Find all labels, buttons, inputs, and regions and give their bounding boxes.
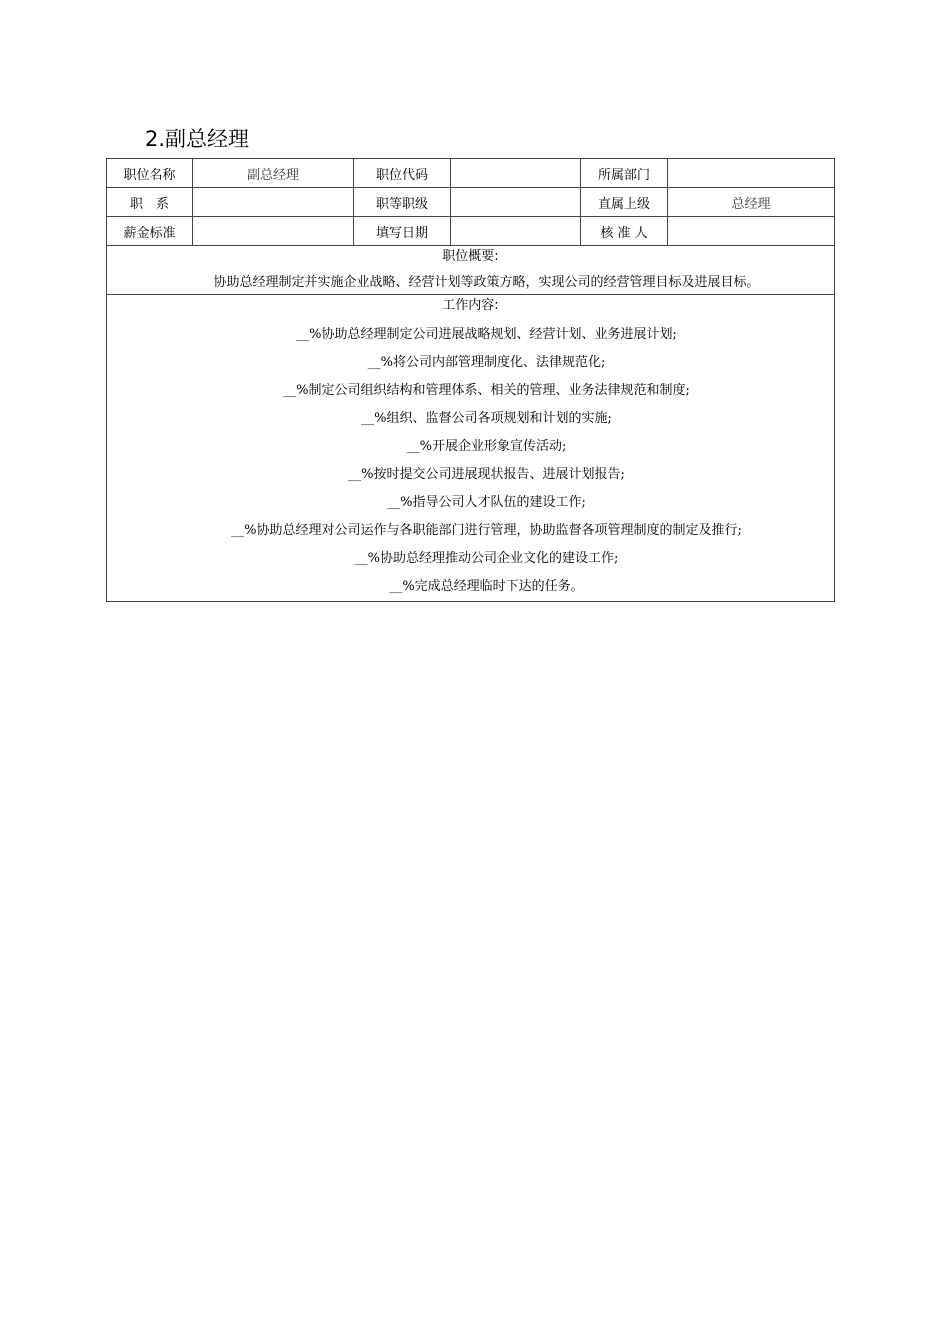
duty-item: __%将公司内部管理制度化、法律规范化; — [367, 355, 606, 370]
summary-row — [107, 246, 835, 295]
label-approver: 核 准 人 — [581, 217, 668, 246]
duty-item: __%协助总经理对公司运作与各职能部门进行管理，协助监督各项管理制度的制定及推行; — [231, 523, 742, 538]
duty-item: __%指导公司人才队伍的建设工作; — [387, 495, 586, 510]
job-description-table — [106, 158, 835, 602]
label-job-family: 职 系 — [107, 188, 193, 217]
duty-item: __%组织、监督公司各项规划和计划的实施; — [361, 411, 612, 426]
section-title: 2.副总经理 — [145, 127, 250, 151]
info-row — [107, 188, 835, 217]
value-fill-date — [451, 217, 581, 246]
value-grade-level — [451, 188, 581, 217]
label-direct-supervisor: 直属上级 — [581, 188, 668, 217]
label-salary-standard: 薪金标准 — [107, 217, 193, 246]
info-row — [107, 159, 835, 188]
summary-heading: 职位概要: — [442, 249, 499, 264]
value-position-code — [451, 159, 581, 188]
summary-cell — [107, 246, 835, 295]
value-direct-supervisor: 总经理 — [668, 188, 835, 217]
label-grade-level: 职等职级 — [354, 188, 451, 217]
label-fill-date: 填写日期 — [354, 217, 451, 246]
value-position-name: 副总经理 — [193, 159, 354, 188]
duty-item: __%开展企业形象宣传活动; — [406, 439, 567, 454]
duty-item: __%协助总经理制定公司进展战略规划、经营计划、业务进展计划; — [296, 327, 677, 342]
work-cell — [107, 295, 835, 602]
duty-item: __%完成总经理临时下达的任务。 — [389, 579, 584, 594]
value-salary-standard — [193, 217, 354, 246]
duty-item: __%协助总经理推动公司企业文化的建设工作; — [354, 551, 619, 566]
label-department: 所属部门 — [581, 159, 668, 188]
duty-item: __%按时提交公司进展现状报告、进展计划报告; — [348, 467, 625, 482]
duty-item: __%制定公司组织结构和管理体系、相关的管理、业务法律规范和制度; — [283, 383, 690, 398]
value-department — [668, 159, 835, 188]
work-row — [107, 295, 835, 602]
value-job-family — [193, 188, 354, 217]
label-position-name: 职位名称 — [107, 159, 193, 188]
label-position-code: 职位代码 — [354, 159, 451, 188]
value-approver — [668, 217, 835, 246]
duty-list — [107, 321, 834, 601]
info-row — [107, 217, 835, 246]
work-heading: 工作内容: — [442, 298, 499, 313]
summary-text: 协助总经理制定并实施企业战略、经营计划等政策方略，实现公司的经营管理目标及进展目标。 — [213, 275, 760, 290]
